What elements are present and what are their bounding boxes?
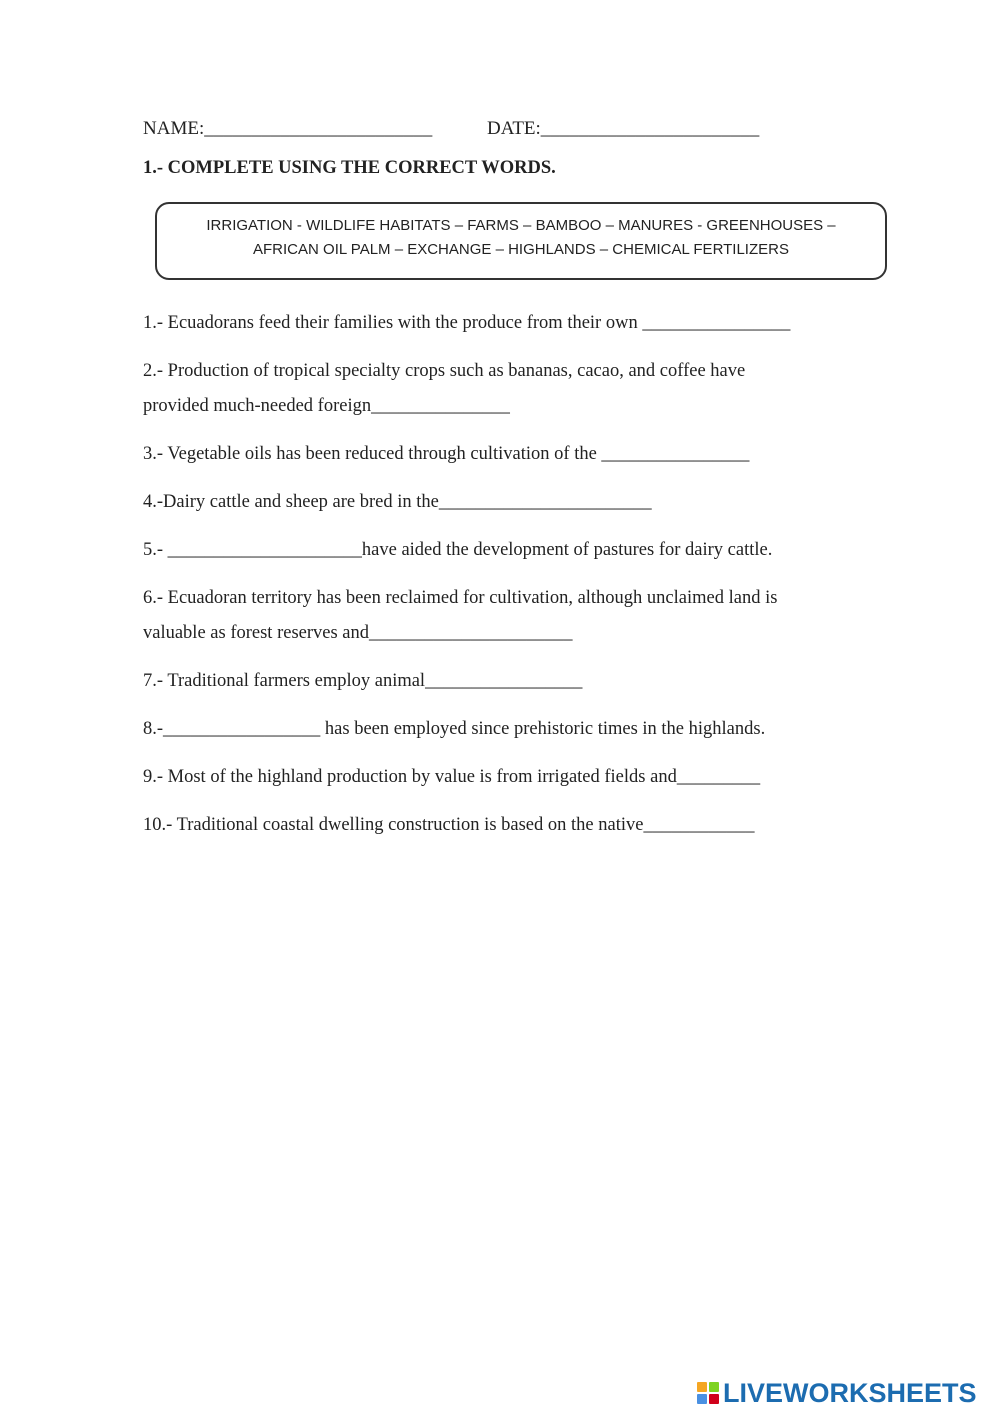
question-text-continued: provided much-needed foreign_______________ [143, 396, 510, 416]
question-10[interactable] [143, 808, 754, 843]
question-1[interactable] [143, 306, 790, 341]
question-9[interactable] [143, 760, 760, 795]
question-3[interactable] [143, 437, 749, 472]
question-text: 8.-_________________ has been employed since prehistoric times in the highlands. [143, 719, 766, 739]
word-bank [155, 202, 887, 280]
question-text: 7.- Traditional farmers employ animal_________________ [143, 671, 583, 691]
question-8[interactable] [143, 712, 765, 747]
logo-block [697, 1394, 707, 1404]
question-2[interactable] [143, 354, 745, 424]
liveworksheets-logo [697, 1378, 977, 1408]
header-line [143, 118, 759, 140]
name-field[interactable]: NAME:________________________ [143, 118, 433, 139]
instruction-heading: 1.- COMPLETE USING THE CORRECT WORDS. [143, 158, 556, 178]
logo-text: LIVEWORKSHEETS [723, 1377, 977, 1408]
logo-block [697, 1382, 707, 1392]
question-7[interactable] [143, 664, 582, 699]
question-text: 1.- Ecuadorans feed their families with the produce from their own ________________ [143, 313, 791, 333]
question-text: 10.- Traditional coastal dwelling construction is based on the native____________ [143, 815, 755, 835]
question-text: 3.- Vegetable oils has been reduced through cultivation of the ________________ [143, 444, 750, 464]
question-6[interactable] [143, 581, 777, 651]
logo-block [709, 1394, 719, 1404]
date-field[interactable]: DATE:_______________________ [486, 118, 760, 139]
question-text: 5.- _____________________have aided the development of pastures for dairy cattle. [143, 540, 773, 560]
logo-blocks-icon [697, 1382, 719, 1404]
question-text-continued: valuable as forest reserves and______________________ [143, 623, 573, 643]
word-bank-line-2: AFRICAN OIL PALM – EXCHANGE – HIGHLANDS – CHEMICAL FERTILIZERS [253, 241, 789, 258]
question-text: 6.- Ecuadoran territory has been reclaimed for cultivation, although unclaimed land is [143, 588, 778, 608]
question-text: 2.- Production of tropical specialty crops such as bananas, cacao, and coffee have [143, 361, 746, 381]
question-4[interactable] [143, 485, 652, 520]
word-bank-line-1: IRRIGATION - WILDLIFE HABITATS – FARMS – BAMBOO – MANURES - GREENHOUSES – [206, 217, 836, 234]
question-5[interactable] [143, 533, 772, 568]
logo-block [709, 1382, 719, 1392]
question-text: 4.-Dairy cattle and sheep are bred in the_______________________ [143, 492, 652, 512]
question-text: 9.- Most of the highland production by value is from irrigated fields and_________ [143, 767, 761, 787]
